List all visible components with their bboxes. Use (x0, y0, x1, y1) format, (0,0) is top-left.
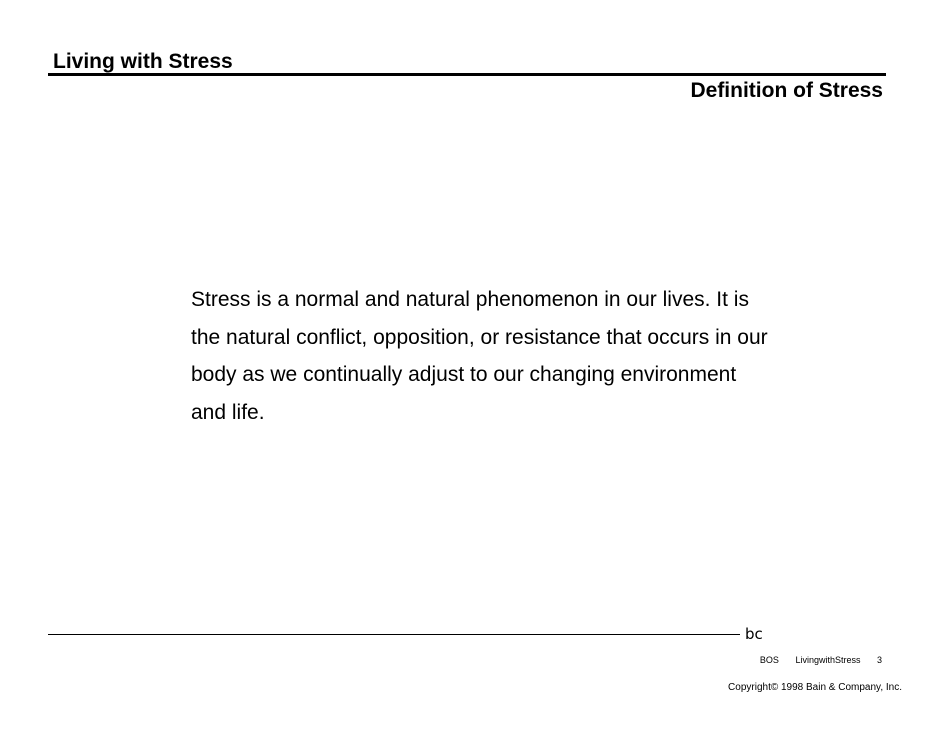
footer-file-name: LivingwithStress (795, 655, 861, 665)
footer-divider (48, 634, 740, 635)
copyright-notice: Copyright© 1998 Bain & Company, Inc. (728, 682, 902, 693)
header-divider (48, 73, 886, 76)
footer-meta (760, 655, 882, 665)
section-title: Definition of Stress (690, 79, 883, 102)
footer-office: BOS (759, 655, 779, 665)
definition-paragraph: Stress is a normal and natural phenomenon in our lives. It is the natural conflict, opposition, or resistance that occurs in our body as we continually adjust to our changing environment and life. (191, 288, 768, 424)
page-title: Living with Stress (53, 50, 233, 73)
footer-page-number: 3 (876, 655, 882, 665)
company-logo: bc (745, 625, 763, 643)
